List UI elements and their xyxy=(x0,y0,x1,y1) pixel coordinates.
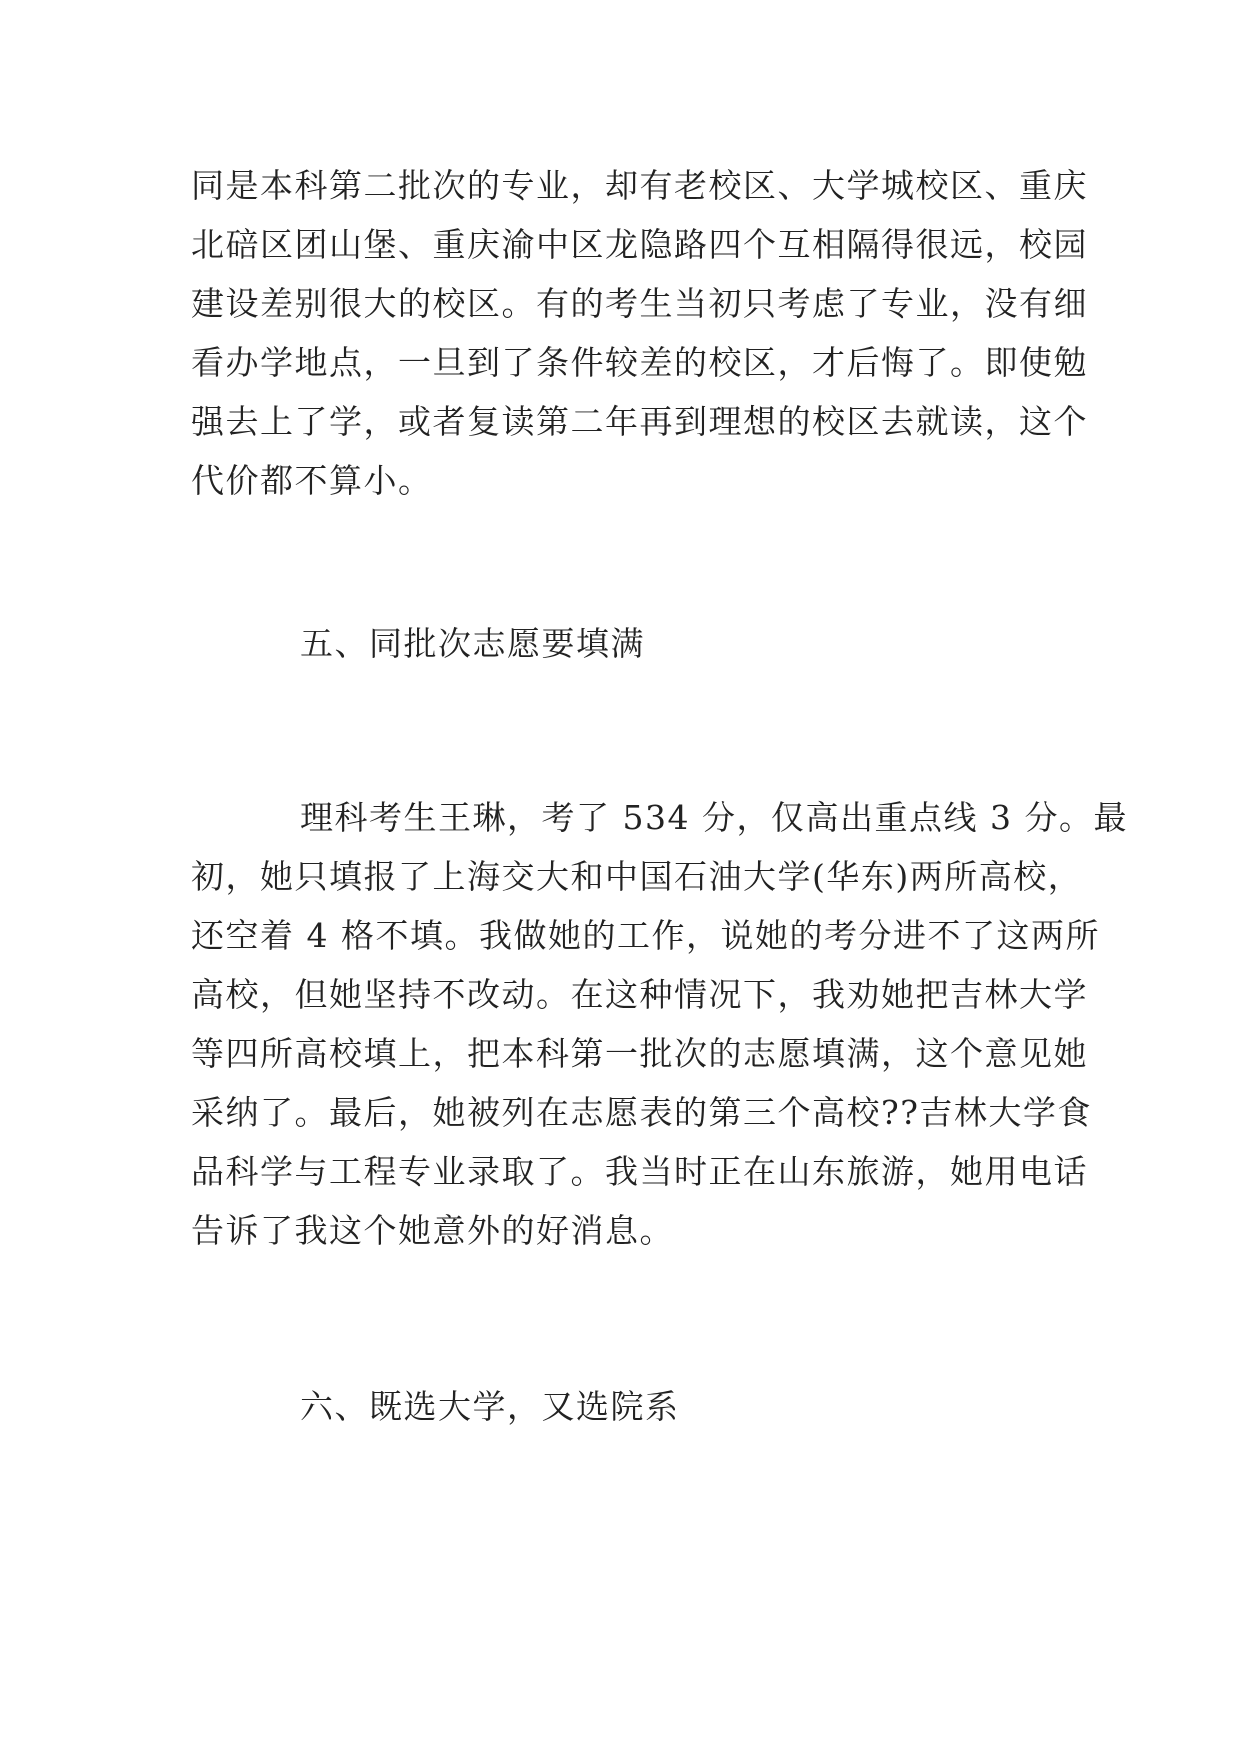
paragraph-line: 品科学与工程专业录取了。我当时正在山东旅游，她用电话 xyxy=(191,1152,1088,1191)
paragraph-campus-choice xyxy=(191,156,1088,510)
paragraph-fill-all-choices xyxy=(191,788,1128,1260)
paragraph-line: 看办学地点，一旦到了条件较差的校区，才后悔了。即使勉 xyxy=(191,343,1088,382)
paragraph-line: 等四所高校填上，把本科第一批次的志愿填满，这个意见她 xyxy=(191,1034,1088,1073)
paragraph-line: 建设差别很大的校区。有的考生当初只考虑了专业，没有细 xyxy=(191,284,1088,323)
paragraph-line: 告诉了我这个她意外的好消息。 xyxy=(191,1211,674,1250)
paragraph-line: 北碚区团山堡、重庆渝中区龙隐路四个互相隔得很远，校园 xyxy=(191,225,1088,264)
paragraph-line: 代价都不算小。 xyxy=(191,461,433,500)
section-heading-5: 五、同批次志愿要填满 xyxy=(300,624,645,663)
paragraph-line: 理科考生王琳，考了 534 分，仅高出重点线 3 分。最 xyxy=(300,798,1128,837)
paragraph-line: 初，她只填报了上海交大和中国石油大学(华东)两所高校， xyxy=(191,857,1083,896)
paragraph-line: 强去上了学，或者复读第二年再到理想的校区去就读，这个 xyxy=(191,402,1088,441)
paragraph-line: 同是本科第二批次的专业，却有老校区、大学城校区、重庆 xyxy=(191,166,1088,205)
paragraph-line: 采纳了。最后，她被列在志愿表的第三个高校??吉林大学食 xyxy=(191,1093,1092,1132)
section-heading-6: 六、既选大学，又选院系 xyxy=(300,1387,680,1426)
paragraph-line: 还空着 4 格不填。我做她的工作，说她的考分进不了这两所 xyxy=(191,916,1100,955)
paragraph-line: 高校，但她坚持不改动。在这种情况下，我劝她把吉林大学 xyxy=(191,975,1088,1014)
